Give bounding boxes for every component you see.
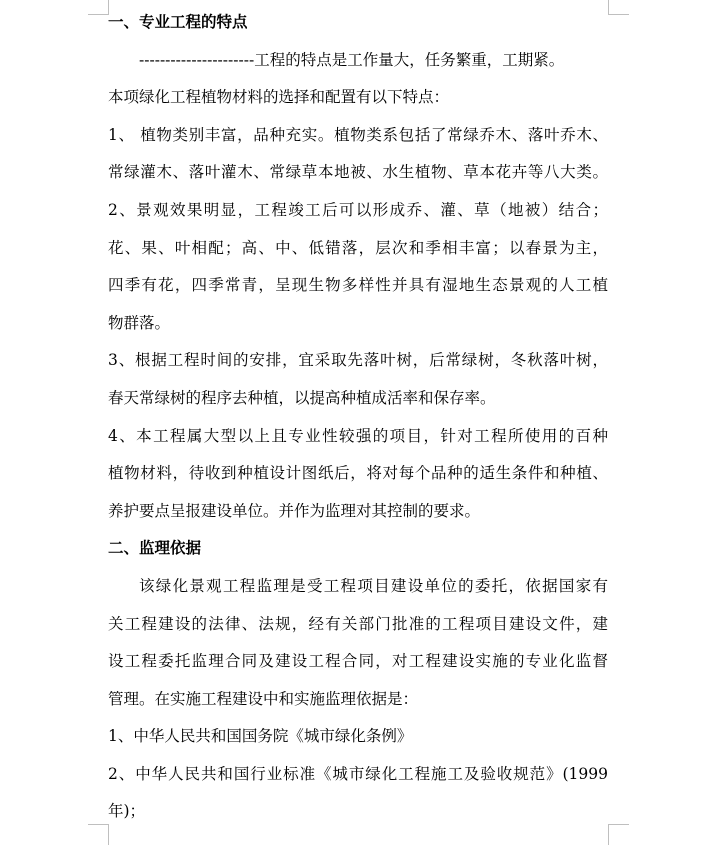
list-item-line: 3、根据工程时间的安排，宜采取先落叶树，后常绿树，冬秋落叶树， bbox=[108, 351, 608, 370]
paragraph-line: 管理。在实施工程建设中和实施监理依据是： bbox=[108, 689, 419, 708]
section-heading-features: 一、专业工程的特点 bbox=[108, 13, 248, 31]
list-item-line: 四季有花，四季常青，呈现生物多样性并具有湿地生态景观的人工植 bbox=[108, 276, 608, 295]
basis-item: 年)； bbox=[108, 802, 146, 821]
paragraph-line: ----------------------工程的特点是工作量大，任务繁重，工期紧。 bbox=[139, 50, 565, 69]
paragraph-line: 本项绿化工程植物材料的选择和配置有以下特点： bbox=[108, 88, 450, 107]
list-item-line: 春天常绿树的程序去种植，以提高种植成活率和保存率。 bbox=[108, 388, 496, 407]
page-corner-mark-bottom-left bbox=[88, 824, 109, 845]
paragraph-line: 设工程委托监理合同及建设工程合同，对工程建设实施的专业化监督 bbox=[108, 652, 608, 671]
list-item-line: 常绿灌木、落叶灌木、常绿草本地被、水生植物、草本花卉等八大类。 bbox=[108, 163, 608, 182]
list-item-line: 养护要点呈报建设单位。并作为监理对其控制的要求。 bbox=[108, 501, 481, 520]
page-corner-mark-top-left bbox=[88, 0, 109, 15]
document-body bbox=[108, 4, 608, 831]
list-item-line: 物群落。 bbox=[108, 313, 171, 332]
list-item-line: 花、果、叶相配；高、中、低错落，层次和季相丰富；以春景为主， bbox=[108, 238, 608, 257]
page-corner-mark-bottom-right bbox=[608, 824, 629, 845]
list-item-line: 植物材料，待收到种植设计图纸后，将对每个品种的适生条件和种植、 bbox=[108, 464, 608, 483]
section-heading-basis: 二、监理依据 bbox=[108, 539, 202, 558]
list-item-line: 2、景观效果明显，工程竣工后可以形成乔、灌、草（地被）结合； bbox=[108, 200, 608, 219]
basis-item: 2、中华人民共和国行业标准《城市绿化工程施工及验收规范》(1999 bbox=[108, 764, 608, 783]
paragraph-line: 该绿化景观工程监理是受工程项目建设单位的委托，依据国家有 bbox=[139, 576, 608, 595]
list-item-line: 1、 植物类别丰富，品种充实。植物类系包括了常绿乔木、落叶乔木、 bbox=[108, 125, 608, 144]
list-item-line: 4、本工程属大型以上且专业性较强的项目，针对工程所使用的百种 bbox=[108, 426, 608, 445]
paragraph-line: 关工程建设的法律、法规，经有关部门批准的工程项目建设文件，建 bbox=[108, 614, 608, 633]
page-corner-mark-top-right bbox=[608, 0, 629, 15]
basis-item: 1、中华人民共和国国务院《城市绿化条例》 bbox=[108, 727, 413, 746]
